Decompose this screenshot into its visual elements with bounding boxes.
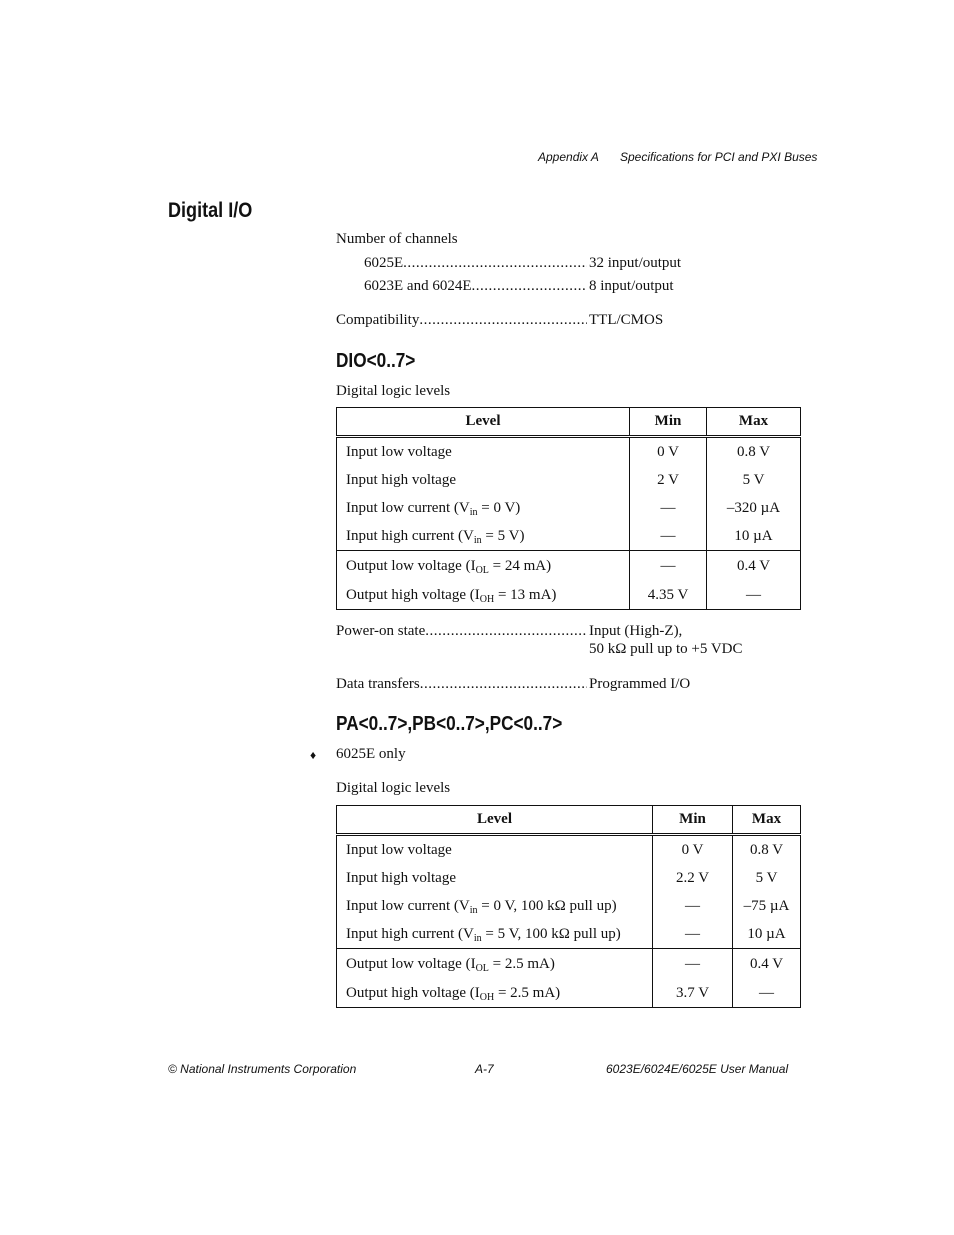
level-text-suffix: = 2.5 mA) — [488, 955, 555, 972]
level-text: Input low voltage — [346, 841, 452, 858]
data-transfers-row — [336, 675, 587, 693]
table-row — [337, 864, 801, 892]
table-row — [337, 551, 801, 582]
section-title-ppi: PA<0..7>,PB<0..7>,PC<0..7> — [336, 713, 563, 735]
ppi-logic-levels-table — [336, 805, 801, 1008]
max-cell: 0.8 V — [733, 835, 801, 865]
section-title-dio: DIO<0..7> — [336, 350, 416, 372]
footer-copyright: © National Instruments Corporation — [168, 1062, 357, 1076]
table-row — [337, 835, 801, 865]
max-cell: 10 µA — [707, 522, 801, 551]
table-row — [337, 437, 801, 467]
channels-6023e-label: 6023E and 6024E — [364, 278, 472, 294]
level-text-suffix: = 24 mA) — [488, 557, 552, 574]
level-subscript: OH — [479, 991, 495, 1003]
min-cell: — — [653, 949, 733, 980]
level-text: Input high voltage — [346, 869, 456, 886]
channels-6023e-row — [364, 277, 587, 295]
level-text-suffix: = 5 V, 100 kΩ pull up) — [481, 925, 621, 942]
max-cell: 0.4 V — [707, 551, 801, 582]
level-cell — [337, 920, 653, 949]
level-subscript: in — [473, 932, 482, 944]
header-min: Min — [630, 408, 707, 437]
data-transfers-label: Data transfers — [336, 676, 420, 692]
compatibility-row — [336, 311, 587, 329]
max-cell: –75 µA — [733, 892, 801, 920]
header-min: Min — [653, 806, 733, 835]
min-cell: 2 V — [630, 466, 707, 494]
section-title-digital-io: Digital I/O — [168, 199, 253, 222]
min-cell: 3.7 V — [653, 979, 733, 1008]
min-cell: 0 V — [653, 835, 733, 865]
level-subscript: OH — [479, 593, 495, 605]
power-on-value-line2: 50 kΩ pull up to +5 VDC — [589, 641, 743, 657]
footer-manual-title: 6023E/6024E/6025E User Manual — [606, 1062, 789, 1076]
channels-6025e-value: 32 input/output — [589, 255, 682, 271]
leader-dots — [425, 622, 587, 640]
max-cell: 5 V — [733, 864, 801, 892]
level-text-suffix: = 2.5 mA) — [494, 984, 561, 1001]
table-row — [337, 522, 801, 551]
table-row — [337, 494, 801, 522]
leader-dots — [419, 311, 587, 329]
dio-levels-label: Digital logic levels — [336, 383, 451, 399]
level-subscript: in — [469, 904, 478, 916]
level-text-suffix: = 5 V) — [481, 527, 525, 544]
header-appendix: Appendix A — [538, 150, 599, 164]
level-text: Input high current (V — [346, 527, 474, 544]
level-text: Output high voltage (I — [346, 984, 480, 1001]
channels-6025e-row — [364, 254, 587, 272]
level-text: Output high voltage (I — [346, 586, 480, 603]
level-cell — [337, 551, 630, 582]
diamond-bullet-icon: ♦ — [310, 748, 317, 762]
table-row — [337, 892, 801, 920]
level-cell — [337, 494, 630, 522]
footer-page-number: A-7 — [475, 1062, 494, 1076]
max-cell: 5 V — [707, 466, 801, 494]
header-level: Level — [337, 806, 653, 835]
table-row — [337, 920, 801, 949]
header-max: Max — [707, 408, 801, 437]
table-header-row — [337, 408, 801, 437]
max-cell: –320 µA — [707, 494, 801, 522]
leader-dots — [420, 675, 587, 693]
level-subscript: in — [473, 534, 482, 546]
power-on-label: Power-on state — [336, 623, 426, 639]
ppi-note: 6025E only — [336, 746, 406, 762]
level-text: Input low current (V — [346, 499, 470, 516]
min-cell: — — [653, 892, 733, 920]
level-subscript: OL — [475, 564, 489, 576]
compatibility-label: Compatibility — [336, 312, 420, 328]
header-section: Specifications for PCI and PXI Buses — [620, 150, 818, 164]
level-text-suffix: = 0 V) — [477, 499, 521, 516]
max-cell: 0.4 V — [733, 949, 801, 980]
level-text: Output low voltage (I — [346, 557, 476, 574]
level-text: Input low voltage — [346, 443, 452, 460]
ppi-levels-label: Digital logic levels — [336, 780, 451, 796]
header-max: Max — [733, 806, 801, 835]
max-cell: 0.8 V — [707, 437, 801, 467]
channels-label: Number of channels — [336, 231, 458, 247]
level-text: Input high voltage — [346, 471, 456, 488]
level-cell — [337, 466, 630, 494]
level-text-suffix: = 0 V, 100 kΩ pull up) — [477, 897, 617, 914]
min-cell: — — [630, 522, 707, 551]
level-text: Output low voltage (I — [346, 955, 476, 972]
level-cell — [337, 892, 653, 920]
max-cell: 10 µA — [733, 920, 801, 949]
level-cell — [337, 581, 630, 610]
level-cell — [337, 835, 653, 865]
power-on-value-line1: Input (High-Z), — [589, 623, 683, 639]
data-transfers-value: Programmed I/O — [589, 676, 691, 692]
dio-logic-levels-table — [336, 407, 801, 610]
level-text: Input low current (V — [346, 897, 470, 914]
level-cell — [337, 949, 653, 980]
level-subscript: in — [469, 506, 478, 518]
table-row — [337, 466, 801, 494]
power-on-row — [336, 622, 587, 640]
min-cell: 4.35 V — [630, 581, 707, 610]
min-cell: — — [630, 551, 707, 582]
channels-6025e-label: 6025E — [364, 255, 404, 271]
table-row — [337, 979, 801, 1008]
table-row — [337, 949, 801, 980]
min-cell: — — [653, 920, 733, 949]
level-cell — [337, 979, 653, 1008]
leader-dots — [471, 277, 587, 295]
leader-dots — [403, 254, 587, 272]
compatibility-value: TTL/CMOS — [589, 312, 664, 328]
max-cell: — — [733, 979, 801, 1008]
min-cell: — — [630, 494, 707, 522]
min-cell: 0 V — [630, 437, 707, 467]
level-subscript: OL — [475, 962, 489, 974]
channels-6023e-value: 8 input/output — [589, 278, 674, 294]
min-cell: 2.2 V — [653, 864, 733, 892]
header-level: Level — [337, 408, 630, 437]
table-header-row — [337, 806, 801, 835]
level-text: Input high current (V — [346, 925, 474, 942]
level-text-suffix: = 13 mA) — [494, 586, 557, 603]
table-row — [337, 581, 801, 610]
level-cell — [337, 437, 630, 467]
max-cell: — — [707, 581, 801, 610]
level-cell — [337, 522, 630, 551]
level-cell — [337, 864, 653, 892]
